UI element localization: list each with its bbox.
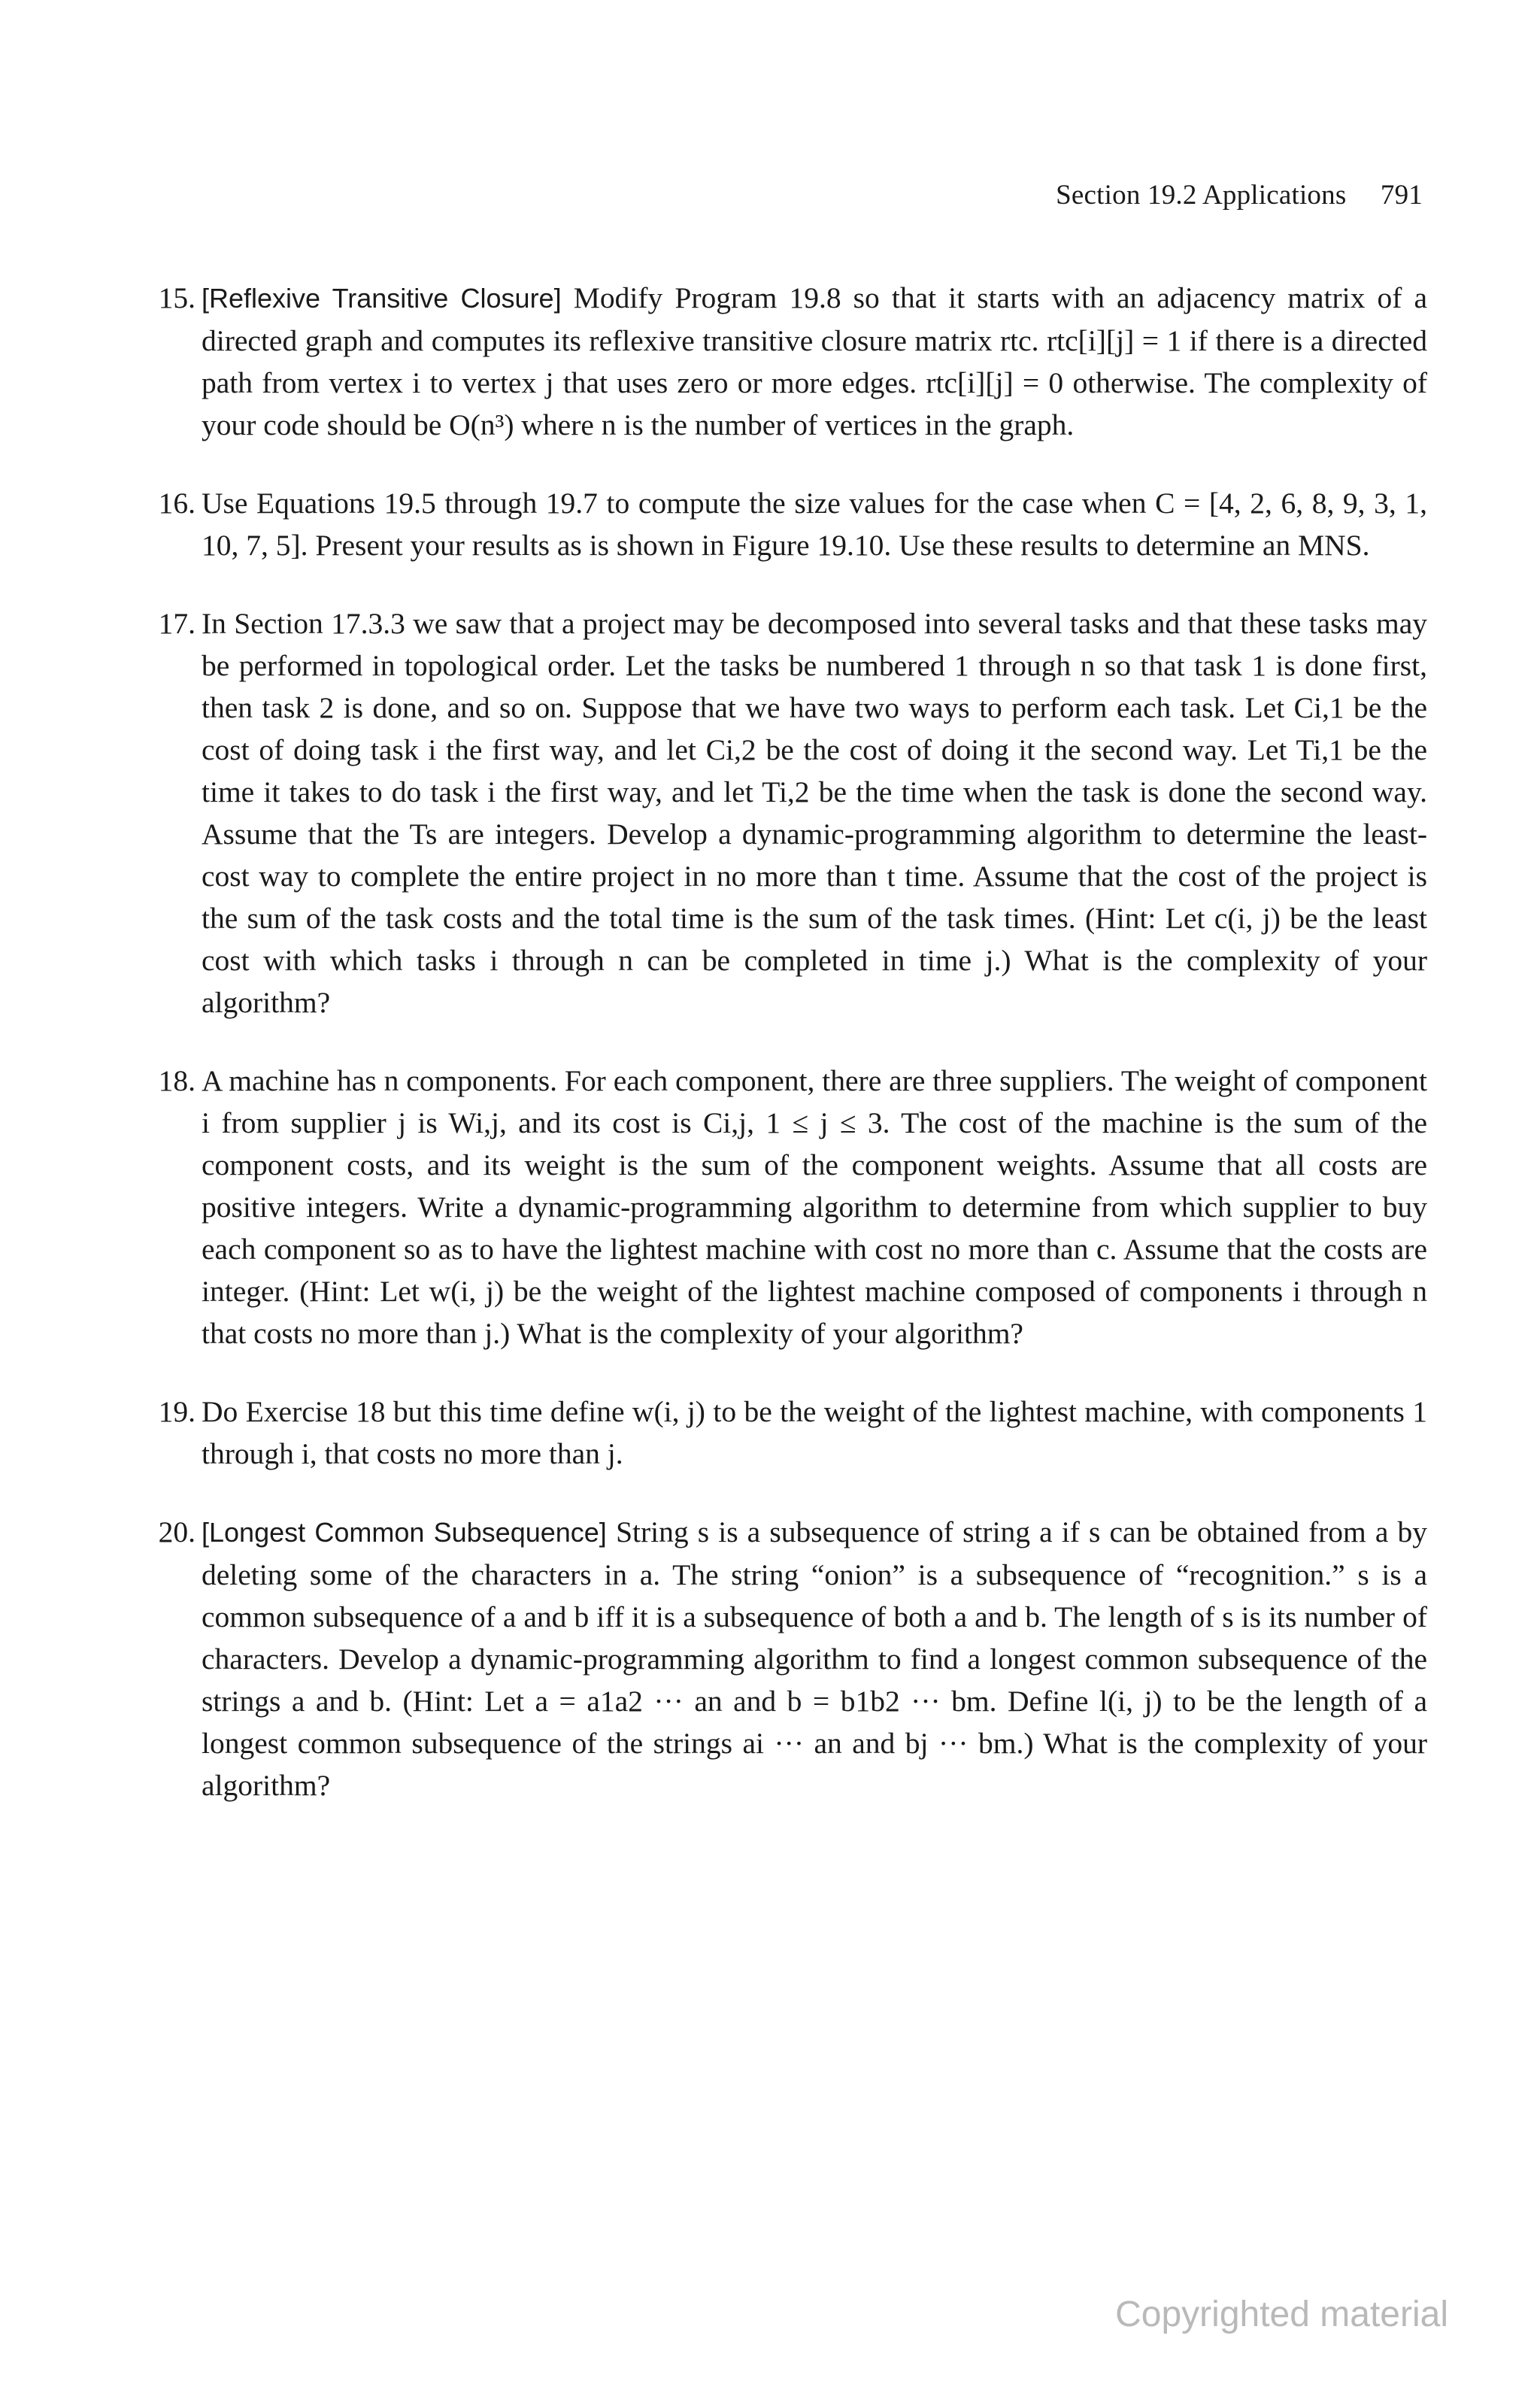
exercise-text: Modify Program 19.8 so that it starts with an adjacency matrix of a directed graph and computes its reflexive transitive closure matrix rtc. rtc[i][j] = 1 if there is a directed path from vertex i to vertex j that uses zero or more edges. rtc[i][j] = 0 otherwise. The complexity of your code should be O(n³) where n is the number of vertices in the graph. bbox=[202, 281, 1427, 441]
exercise-text: In Section 17.3.3 we saw that a project may be decomposed into several tasks and that these tasks may be performed in topological order. Let the tasks be numbered 1 through n so that task 1 is done first, then task 2 is done, and so on. Suppose that we have two ways to perform each task. Let Ci,1 be the cost of doing task i the first way, and let Ci,2 be the cost of doing it the second way. Let Ti,1 be the time it takes to do task i the first way, and let Ti,2 be the time when the task is done the second way. Assume that the Ts are integers. Develop a dynamic-programming algorithm to determine the least-cost way to complete the entire project in no more than t time. Assume that the cost of the project is the sum of the task costs and the total time is the sum of the task times. (Hint: Let c(i, j) be the least cost with which tasks i through n can be completed in time j.) What is the complexity of your algorithm? bbox=[202, 607, 1427, 1019]
exercise-number: 19. bbox=[158, 1395, 196, 1428]
exercise-20 bbox=[158, 1511, 1428, 1806]
exercise-16 bbox=[158, 482, 1427, 566]
copyright-watermark: Copyrighted material bbox=[1115, 2295, 1448, 2334]
exercise-17 bbox=[158, 602, 1427, 1024]
exercise-number: 18. bbox=[158, 1064, 196, 1097]
exercise-text: Do Exercise 18 but this time define w(i, j) to be the weight of the lightest machine, with components 1 through i, that costs no more than j. bbox=[202, 1395, 1427, 1470]
section-title: Section 19.2 Applications bbox=[1056, 180, 1347, 211]
page-number: 791 bbox=[1380, 180, 1423, 211]
exercise-list bbox=[158, 277, 1428, 1843]
exercise-title: [Reflexive Transitive Closure] bbox=[202, 283, 574, 314]
exercise-19 bbox=[158, 1391, 1427, 1475]
exercise-number: 20. bbox=[158, 1515, 196, 1548]
exercise-text: Use Equations 19.5 through 19.7 to compute the size values for the case when C = [4, 2, 6, 8, 9, 3, 1, 10, 7, 5]. Present your results as is shown in Figure 19.10. Use these results to determine an MNS. bbox=[202, 487, 1427, 562]
exercise-title: [Longest Common Subsequence] bbox=[202, 1517, 617, 1548]
exercise-text: A machine has n components. For each component, there are three suppliers. The weight of component i from supplier j is Wi,j, and its cost is Ci,j, 1 ≤ j ≤ 3. The cost of the machine is the sum of the component costs, and its weight is the sum of the component weights. Assume that all costs are positive integers. Write a dynamic-programming algorithm to determine from which supplier to buy each component so as to have the lightest machine with cost no more than c. Assume that the costs are integer. (Hint: Let w(i, j) be the weight of the lightest machine composed of components i through n that costs no more than j.) What is the complexity of your algorithm? bbox=[202, 1064, 1427, 1350]
exercise-number: 17. bbox=[158, 607, 196, 640]
exercise-text: String s is a subsequence of string a if s can be obtained from a by deleting some of the characters in a. The string “onion” is a subsequence of “recognition.” s is a common subsequence of a and b iff it is a subsequence of both a and b. The length of s is its number of characters. Develop a dynamic-programming algorithm to find a longest common subsequence of the strings a and b. (Hint: Let a = a1a2 ··· an and b = b1b2 ··· bm. Define l(i, j) to be the length of a longest common subsequence of the strings ai ··· an and bj ··· bm.) What is the complexity of your algorithm? bbox=[202, 1515, 1428, 1802]
exercise-number: 15. bbox=[158, 281, 196, 314]
exercise-18 bbox=[158, 1060, 1427, 1354]
exercise-15 bbox=[158, 277, 1427, 446]
exercise-number: 16. bbox=[158, 487, 196, 520]
running-head bbox=[1056, 179, 1423, 211]
